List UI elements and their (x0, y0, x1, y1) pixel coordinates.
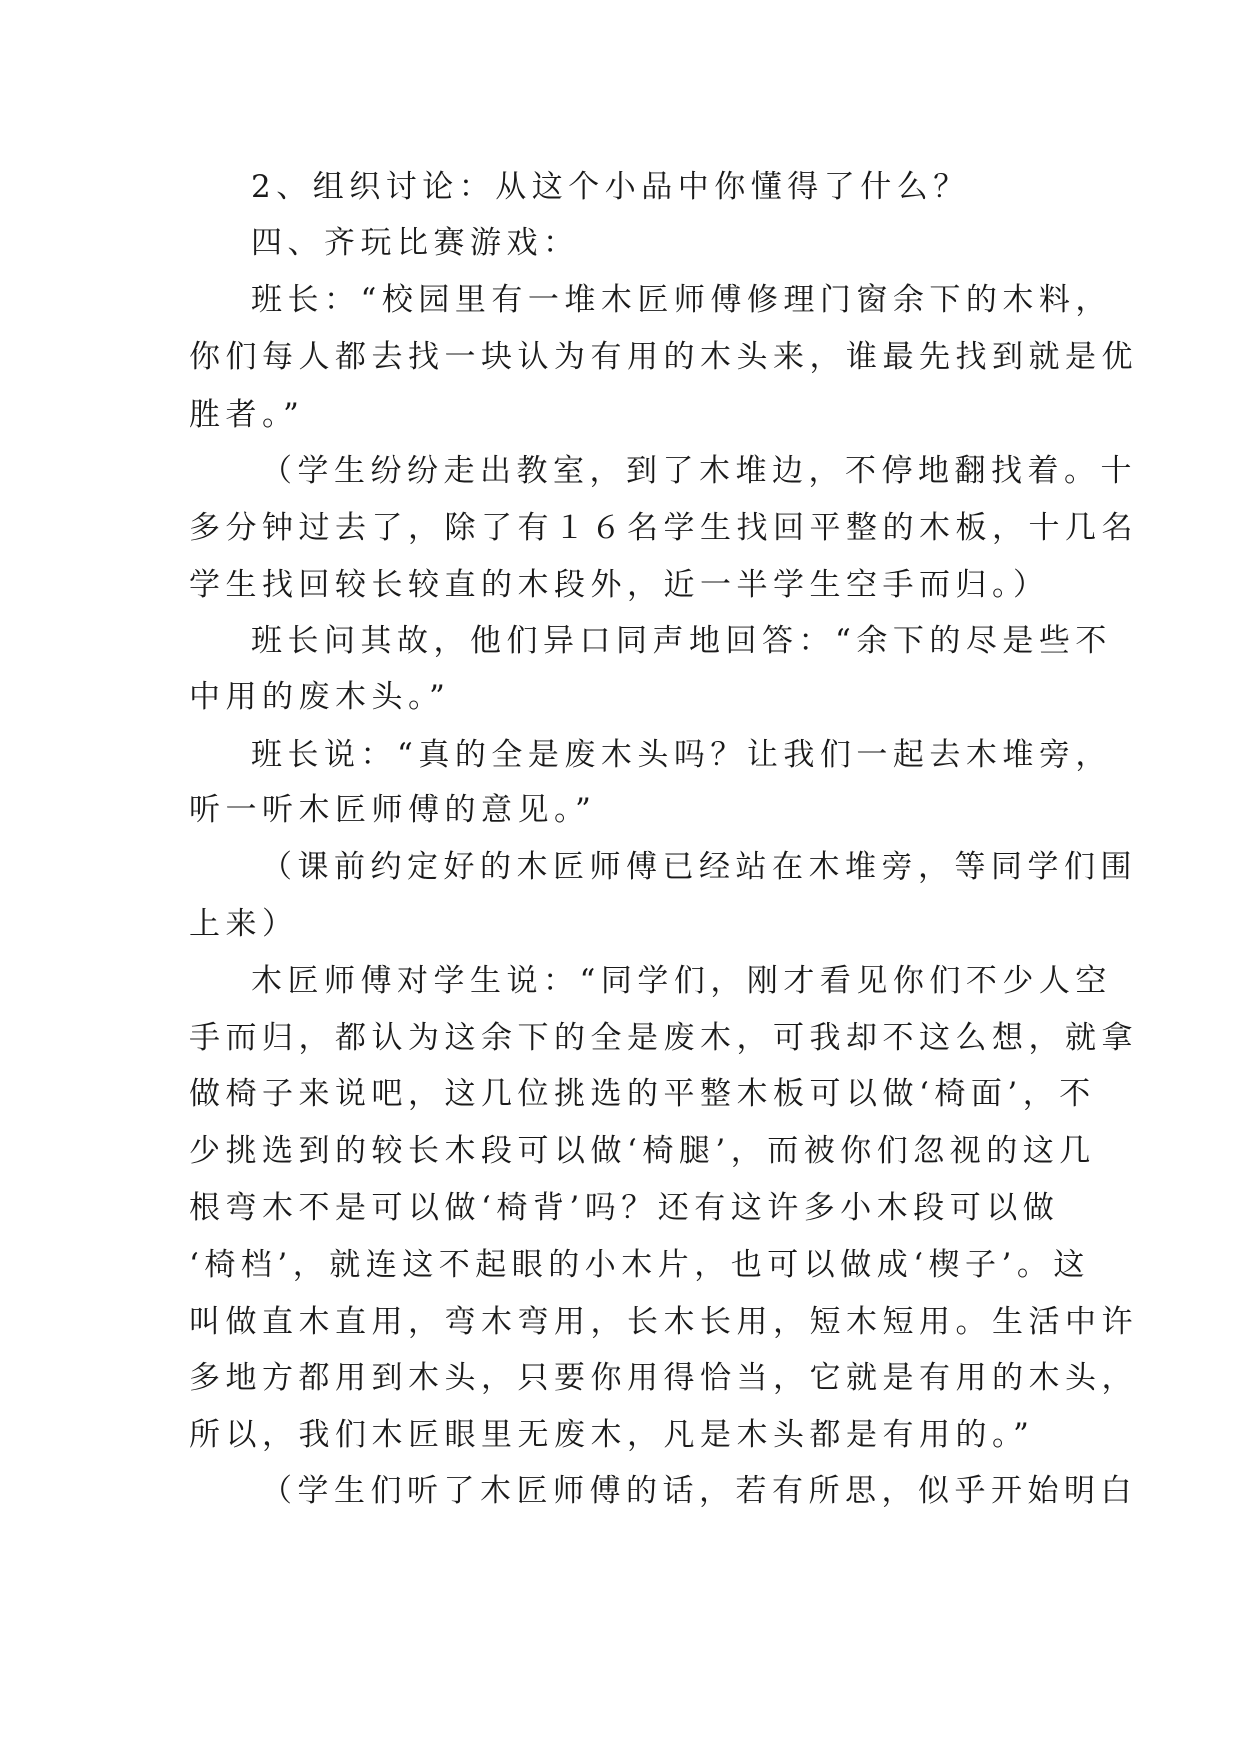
text-line (0, 667, 1241, 727)
text-line (0, 1064, 1241, 1124)
paragraph-text: （课前约定好的木匠师傅已经站在木堆旁，等同学们围 (261, 849, 1137, 885)
paragraph-text: 多分钟过去了，除了有１６名学生找回平整的木板，十几名 (189, 510, 1138, 546)
text-line (0, 270, 1241, 330)
paragraph-text: 你们每人都去找一块认为有用的木头来，谁最先找到就是优 (189, 339, 1138, 375)
paragraph-text: 班长：“校园里有一堆木匠师傅修理门窗余下的木料， (251, 282, 1112, 318)
text-line (0, 1121, 1241, 1181)
paragraph-text: 中用的废木头。” (189, 679, 451, 715)
paragraph-text: 班长说：“真的全是废木头吗？让我们一起去木堆旁， (251, 737, 1112, 773)
paragraph-text: 胜者。” (189, 397, 305, 433)
text-line (0, 837, 1241, 897)
paragraph-text: （学生纷纷走出教室，到了木堆边，不停地翻找着。十 (261, 453, 1137, 489)
text-line (0, 1235, 1241, 1295)
text-line (0, 385, 1241, 445)
text-line (0, 498, 1241, 558)
text-line (0, 327, 1241, 387)
text-line (0, 157, 1241, 217)
text-line (0, 1178, 1241, 1238)
paragraph-text: 根弯木不是可以做‘椅背’吗？还有这许多小木段可以做 (189, 1190, 1060, 1226)
text-line (0, 951, 1241, 1011)
text-line (0, 1461, 1241, 1521)
text-line (0, 725, 1241, 785)
text-line (0, 441, 1241, 501)
paragraph-text: 学生找回较长较直的木段外，近一半学生空手而归。） (189, 567, 1050, 603)
paragraph-text: 做椅子来说吧，这几位挑选的平整木板可以做‘椅面’，不 (189, 1076, 1096, 1112)
paragraph-text: 木匠师傅对学生说：“同学们，刚才看见你们不少人空 (251, 963, 1112, 999)
paragraph-text: 上来） (189, 906, 299, 942)
text-line (0, 1405, 1241, 1465)
paragraph-text: 少挑选到的较长木段可以做‘椅腿’，而被你们忽视的这几 (189, 1133, 1096, 1169)
text-line (0, 1292, 1241, 1352)
text-line (0, 555, 1241, 615)
text-line (0, 1348, 1241, 1408)
paragraph-text: 叫做直木直用，弯木弯用，长木长用，短木短用。生活中许 (189, 1304, 1138, 1340)
paragraph-text: 听一听木匠师傅的意见。” (189, 792, 597, 828)
text-line (0, 780, 1241, 840)
paragraph-text: 2、组织讨论：从这个小品中你懂得了什么？ (251, 169, 970, 205)
paragraph-text: ‘椅档’，就连这不起眼的小木片，也可以做成‘楔子’。这 (189, 1247, 1090, 1283)
text-line (0, 1008, 1241, 1068)
section-heading: 四、齐玩比赛游戏： (251, 225, 580, 261)
paragraph-text: 班长问其故，他们异口同声地回答：“余下的尽是些不 (251, 623, 1112, 659)
paragraph-text: 多地方都用到木头，只要你用得恰当，它就是有用的木头， (189, 1360, 1138, 1396)
text-line (0, 894, 1241, 954)
paragraph-text: 手而归，都认为这余下的全是废木，可我却不这么想，就拿 (189, 1020, 1138, 1056)
paragraph-text: （学生们听了木匠师傅的话，若有所思，似乎开始明白 (261, 1473, 1137, 1509)
paragraph-text: 所以，我们木匠眼里无废木，凡是木头都是有用的。” (189, 1417, 1035, 1453)
text-line (0, 611, 1241, 671)
text-line (0, 213, 1241, 273)
